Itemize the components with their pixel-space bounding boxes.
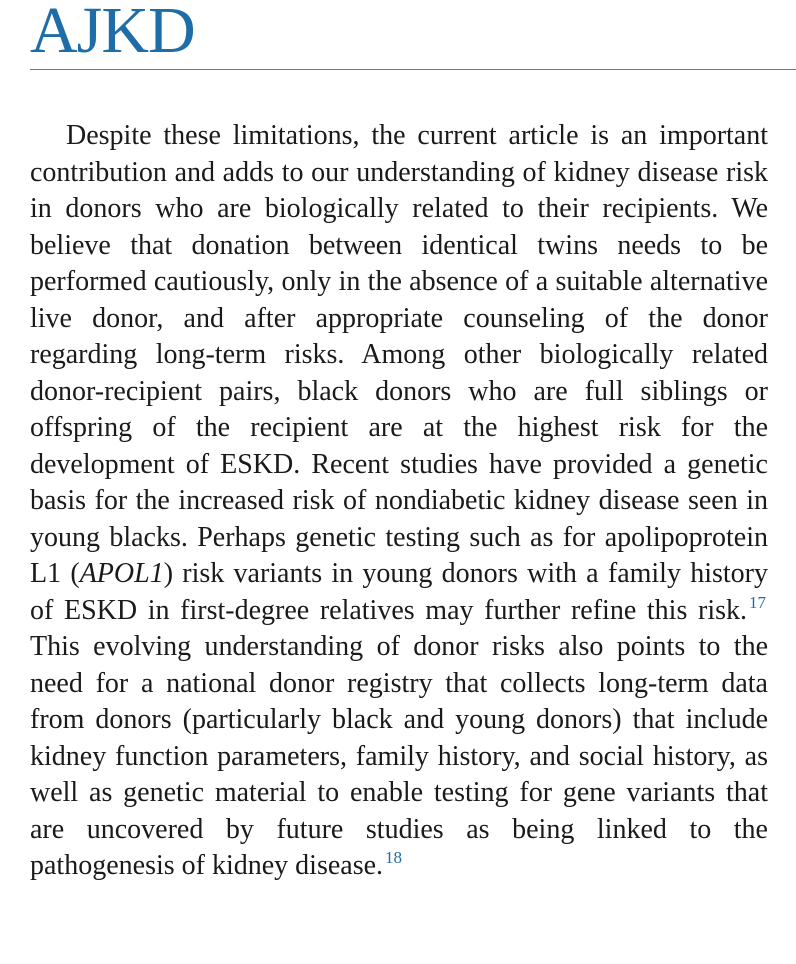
article-paragraph [30,118,768,885]
paragraph-text-3: This evolving understanding of donor risks also points to the need for a national donor registry that collects long-term data from donors (particularly black and young donors) that include kidney function parameters, family history, and social history, as well as genetic material to enable testing for gene variants that are uncovered by future studies as being linked to the pathogenesis of kidney disease. [30,631,768,881]
paragraph-text-2: ) risk variants in young donors with a family history of ESKD in first-degree relatives may further refine this risk. [30,558,768,626]
page-header [0,0,796,80]
reference-17-link[interactable]: 17 [749,592,766,612]
header-rule [30,69,796,70]
paragraph-text-1: Despite these limitations, the current article is an important contribution and adds to our understanding of kidney disease risk in donors who are biologically related to their recipients. We believe that donation between identical twins needs to be performed cautiously, only in the absence of a suitable alternative live donor, and after appropriate counseling of the donor regarding long-term risks. Among other biologically related donor-recipient pairs, black donors who are full siblings or offspring of the recipient are at the highest risk for the development of ESKD. Recent studies have provided a genetic basis for the increased risk of nondiabetic kidney disease seen in young blacks. Perhaps genetic testing such as for apolipoprotein L1 ( [30,120,768,589]
gene-name: APOL1 [79,558,164,589]
journal-logo: AJKD [30,0,195,67]
reference-18-link[interactable]: 18 [385,848,403,867]
